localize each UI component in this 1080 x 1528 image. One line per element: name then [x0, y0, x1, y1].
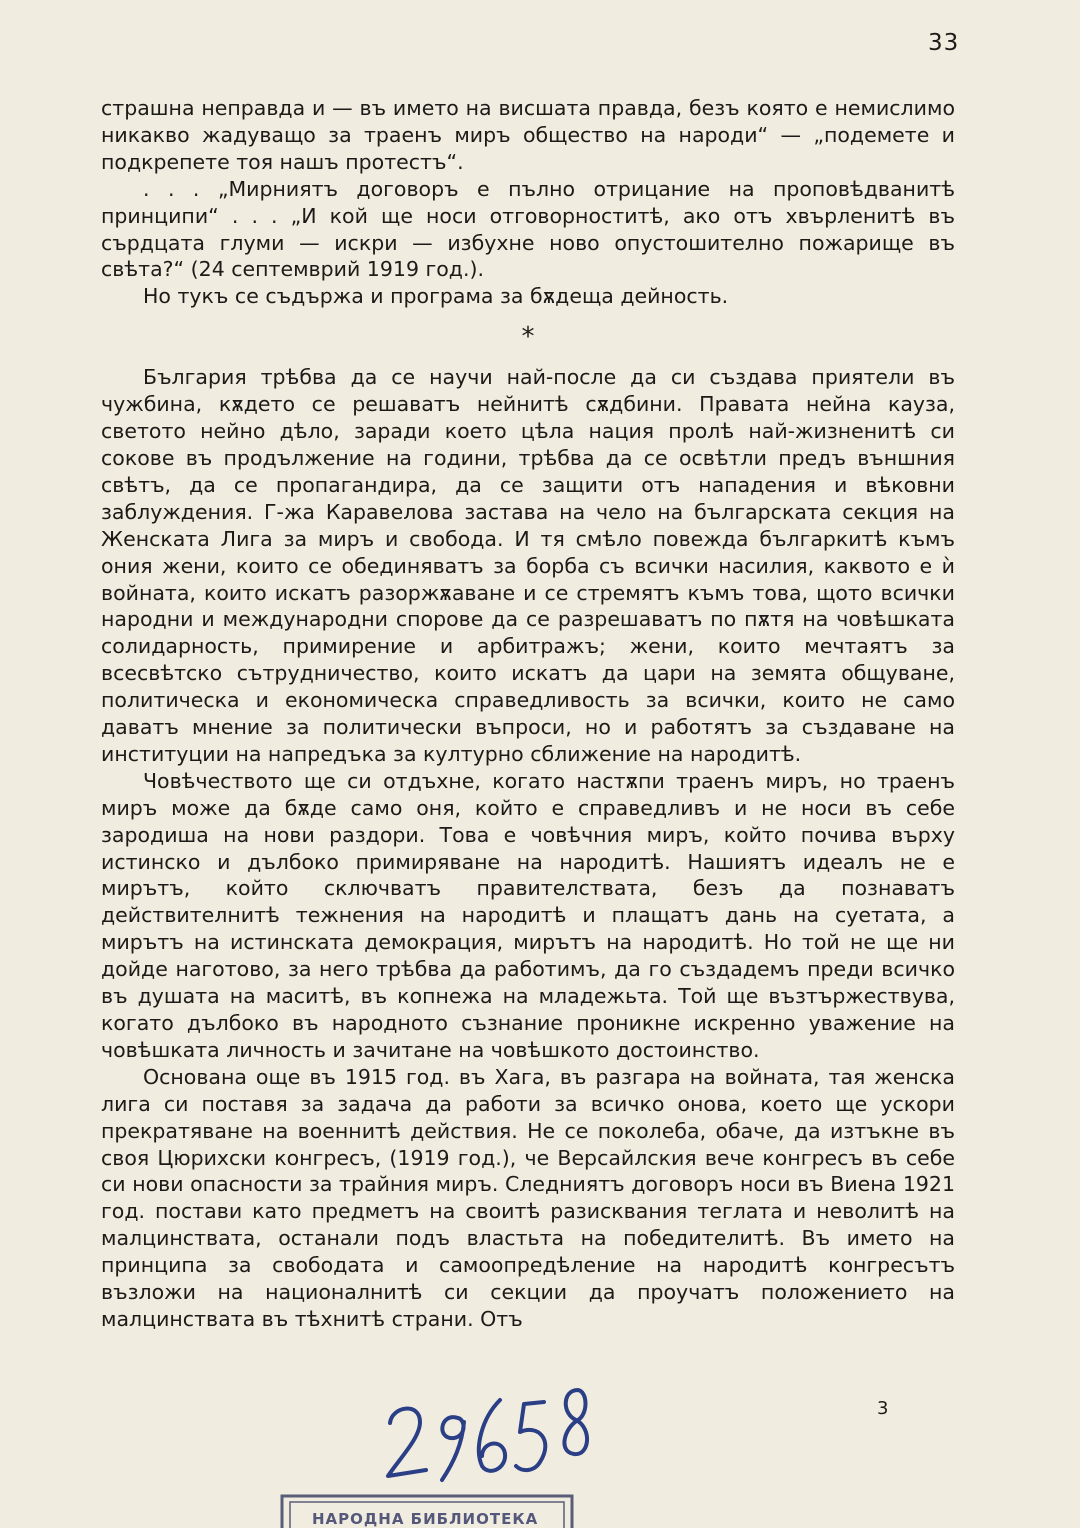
paragraph: . . . „Мирниятъ договоръ е пълно отрицание на проповѣдванитѣ принципи“ . . . „И кой ще носи отговорноститѣ, ако отъ хвърленитѣ въ сърдцата глуми — искри — избухне ново опустошително пожарище въ свѣта?“ (24 септемврий 1919 год.).: [101, 176, 955, 282]
body-text: [101, 95, 955, 1333]
stamp-text: НАРОДНА БИБЛИОТЕКА: [312, 1510, 539, 1528]
section-separator: *: [521, 322, 535, 353]
signature-mark: 3: [877, 1398, 889, 1419]
paragraph: Основана още въ 1915 год. въ Хага, въ разгара на войната, тая женска лига си поставя за задача да работи за всичко онова, което ще ускори прекратяване на военнитѣ действия. Не се поколеба, обаче, да изтъкне въ своя Цюрихски конгресъ, (1919 год.), че Версайлския вече конгресъ въ себе си нови опасности за трайния миръ. Следниятъ договоръ носи въ Виена 1921 год. постави като предметъ на своитѣ разисквания теглата и неволитѣ на малцинствата, останали подъ властьта на победителитѣ. Въ името на принципа за свободата и самоопредѣление на народитѣ конгресътъ възложи на националнитѣ си секции да проучатъ положението на малцинствата въ тѣхнитѣ страни. Отъ: [101, 1064, 955, 1331]
page-number: 33: [928, 30, 960, 56]
paragraph: Но тукъ се съдържа и програма за бѫдеща дейность.: [143, 284, 729, 309]
paragraph: страшна неправда и — въ името на висшата правда, безъ която е немислимо никакво жадуващо за траенъ миръ общество на народи“ — „подемете и подкрепете тоя нашъ протестъ“.: [101, 96, 955, 174]
handwritten-inventory-number: [378, 1378, 598, 1488]
paragraph: България трѣбва да се научи най-после да си създава приятели въ чужбина, кѫдето се решаватъ нейнитѣ сѫдбини. Правата нейна кауза, светото нейно дѣло, заради което цѣла нация пролѣ най-жизненитѣ си сокове въ продължение на години, трѣбва да се освѣтли предъ външния свѣтъ, да се пропагандира, да се защити отъ нападения и вѣковни заблуждения. Г-жа Каравелова застава на чело на българската секция на Женската Лига за миръ и свобода. И тя смѣло повежда българкитѣ къмъ ония жени, които се обединяватъ за борба съ всички насилия, каквото е ѝ войната, които искатъ разоржѫаване и се стремятъ къмъ това, щото всички народни и международни спорове да се разрешаватъ по пѫтя на човѣшката солидарность, примирение и арбитражъ; жени, които мечтаятъ за всесвѣтско сътрудничество, които искатъ да цари на земята общуване, политическа и економическа справедливость за всички, които не само даватъ мнение за политически въпроси, но и работятъ за създаване на институции на напредъка за културно сближение на народитѣ.: [101, 365, 955, 766]
paragraph: Човѣчеството ще си отдъхне, когато настѫпи траенъ миръ, но траенъ миръ може да бѫде само оня, който е справедливъ и не носи въ себе зародиша на нови раздори. Това е човѣчния миръ, който почива върху истинско и дълбоко примиряване на народитѣ. Нашиятъ идеалъ не е мирътъ, който сключватъ правителствата, безъ да познаватъ действителнитѣ тежнения на народитѣ и плащатъ дань на суетата, а мирътъ на истинската демокрация, мирътъ на народитѣ. Но той не ще ни дойде наготово, за него трѣбва да работимъ, да го създадемъ преди всичко въ душата на маситѣ, въ копнежа на младежьта. Той ще възтържествува, когато дълбоко въ народното съзнание проникне искренно уважение на човѣшката личность и зачитане на човѣшкото достоинство.: [101, 768, 955, 1062]
library-stamp: [278, 1492, 578, 1528]
